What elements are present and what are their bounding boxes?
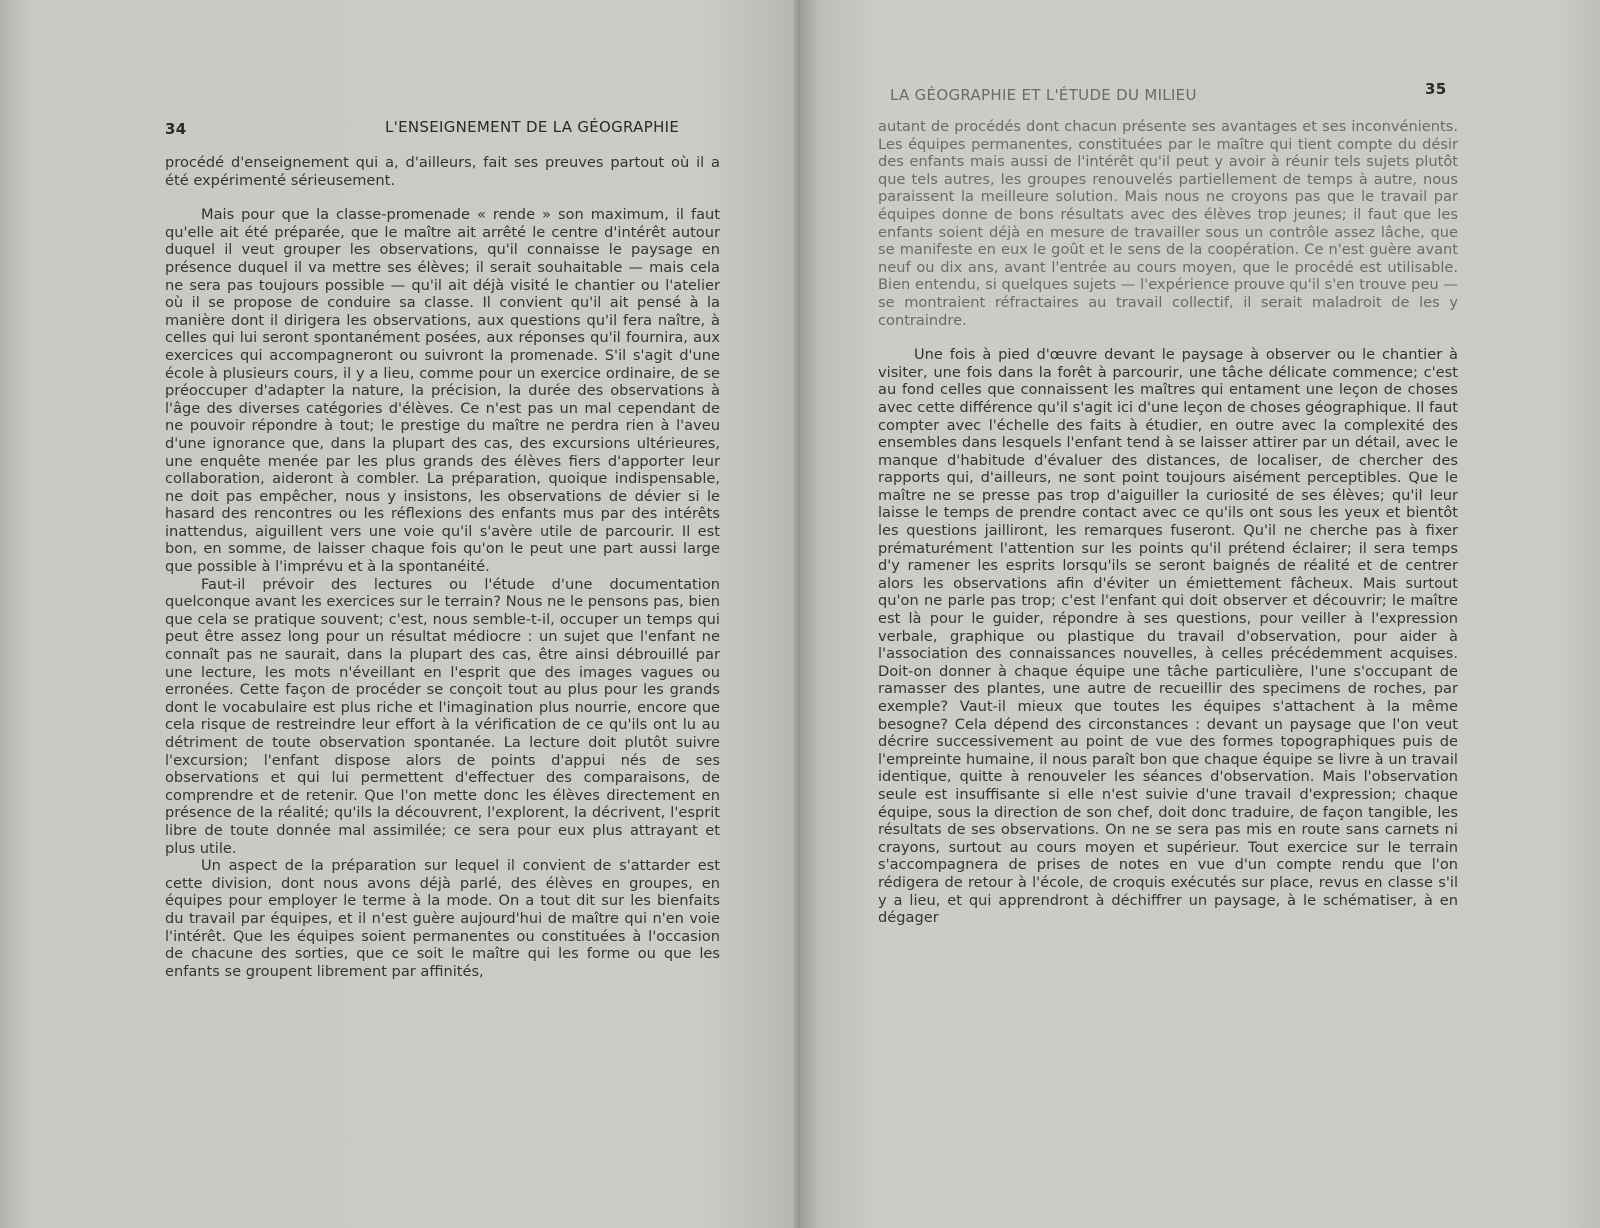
left-paragraph-2: Mais pour que la classe-promenade « rende » son maximum, il faut qu'elle ait été préparée, que le maître ait arrêté le centre d'intérêt autour duquel il veut grouper les observations, qu'il connaisse le paysage en présence duquel il va mettre ses élèves; il serait souhaitable — mais cela ne sera pas toujours possible — qu'il ait déjà visité le chantier ou l'atelier où il se propose de conduire sa classe. Il convient qu'il ait pensé à la manière dont il dirigera les observations, aux questions qu'il fera naître, à celles qui lui seront spontanément posées, aux réponses qu'il fournira, aux exercices qui accompagneront ou suivront la promenade. S'il s'agit d'une école à plusieurs cours, il y a lieu, comme pour un exercice ordinaire, de se préoccuper d'adapter la nature, la précision, la durée des observations à l'âge des diverses catégories d'élèves. Ce n'est pas un mal cependant de ne pouvoir répondre à tout; le prestige du maître ne perdra rien à l'aveu d'une ignorance que, dans la plupart des cas, des excursions ultérieures, une enquête menée par les plus grands des élèves fiers d'apporter leur collaboration, aideront à combler. La préparation, quoique indispensable, ne doit pas empêcher, nous y insistons, les observations de dévier si le hasard des rencontres ou les réflexions des enfants mus par des intérêts inattendus, aiguillent vers une voie qu'il s'avère utile de parcourir. Il est bon, en somme, de laisser chaque fois qu'on le peut une part aussi large que possible à l'imprévu et à la spontanéité. [165, 206, 720, 576]
left-page-number: 34 [165, 120, 187, 138]
right-paragraph-1: autant de procédés dont chacun présente ses avantages et ses inconvénients. Les équipes permanentes, constituées par le maître qui tient compte du désir des enfants mais aussi de l'intérêt qu'il peut y avoir à réunir tels sujets plutôt que tels autres, les groupes renouvelés partiellement de temps à autre, nous paraissent la meilleure solution. Mais nous ne croyons pas que le travail par équipes donne de bons résultats avec des élèves trop jeunes; il faut que les enfants soient déjà en mesure de travailler sous un contrôle assez lâche, que se manifeste en eux le goût et le sens de la coopération. Ce n'est guère avant neuf ou dix ans, avant l'entrée au cours moyen, que le procédé est utilisable. Bien entendu, si quelques sujets — l'expérience prouve qu'il s'en trouve peu — se montraient réfractaires au travail collectif, il serait maladroit de les y contraindre. [878, 118, 1458, 329]
right-page-number: 35 [1425, 80, 1447, 98]
left-paragraph-1: procédé d'enseignement qui a, d'ailleurs, fait ses preuves partout où il a été expérimenté sérieusement. [165, 154, 720, 189]
left-body-text [165, 154, 720, 980]
left-running-head: L'ENSEIGNEMENT DE LA GÉOGRAPHIE [385, 118, 680, 136]
left-paragraph-3: Faut-il prévoir des lectures ou l'étude d'une documentation quelconque avant les exercices sur le terrain? Nous ne le pensons pas, bien que cela se pratique souvent; c'est, nous semble-t-il, occuper un temps qui peut être assez long pour un résultat médiocre : un sujet que l'enfant ne connaît pas ne saurait, dans la plupart des cas, être ainsi débrouillé par une lecture, les mots n'éveillant en l'esprit que des images vagues ou erronées. Cette façon de procéder se conçoit tout au plus pour les grands dont le vocabulaire est plus riche et l'imagination plus nourrie, encore que cela risque de restreindre leur effort à la vérification de ce qu'ils ont lu au détriment de toute observation spontanée. La lecture doit plutôt suivre l'excursion; l'enfant dispose alors de points d'appui nés de ses observations et qui lui permettent d'effectuer des comparaisons, de comprendre et de retenir. Que l'on mette donc les élèves directement en présence de la réalité; qu'ils la découvrent, l'explorent, la décrivent, l'esprit libre de toute donnée mal assimilée; ce sera pour eux plus attrayant et plus utile. [165, 575, 720, 857]
right-body-text [878, 118, 1458, 927]
right-running-head: LA GÉOGRAPHIE ET L'ÉTUDE DU MILIEU [890, 86, 1197, 104]
left-paragraph-4: Un aspect de la préparation sur lequel il convient de s'attarder est cette division, dont nous avons déjà parlé, des élèves en groupes, en équipes pour employer le terme à la mode. On a tout dit sur les bienfaits du travail par équipes, et il n'est guère aujourd'hui de maître qui n'en voie l'intérêt. Que les équipes soient permanentes ou constituées à l'occasion de chacune des sorties, que ce soit le maître qui les forme ou que les enfants se groupent librement par affinités, [165, 857, 720, 980]
right-paragraph-2: Une fois à pied d'œuvre devant le paysage à observer ou le chantier à visiter, une fois dans la forêt à parcourir, une tâche délicate commence; c'est au fond celles que connaissent les maîtres qui entament une leçon de choses avec cette différence qu'il s'agit ici d'une leçon de choses géographique. Il faut compter avec l'échelle des faits à étudier, en outre avec la complexité des ensembles dans lesquels l'enfant tend à se laisser attirer par un détail, avec le manque d'habitude d'évaluer des distances, de localiser, de chercher des rapports qui, d'ailleurs, ne sont point toujours aisément perceptibles. Que le maître ne se presse pas trop d'aiguiller la curiosité de ses élèves; qu'il leur laisse le temps de prendre contact avec ce qu'ils ont sous les yeux et bientôt les questions jailliront, les remarques fuseront. Qu'il ne cherche pas à fixer prématurément l'attention sur les points qu'il prétend éclairer; il sera temps d'y ramener les esprits lorsqu'ils se seront baignés de réalité et de centrer alors les observations afin d'éviter un émiettement fâcheux. Mais surtout qu'on ne parle pas trop; c'est l'enfant qui doit observer et découvrir; le maître est là pour le guider, répondre à ses questions, pour veiller à l'expression verbale, graphique ou plastique du travail d'observation, pour aider à l'association des connaissances nouvelles, à celles précédemment acquises. Doit-on donner à chaque équipe une tâche particulière, l'une s'occupant de ramasser des plantes, une autre de recueillir des specimens de roches, par exemple? Vaut-il mieux que toutes les équipes s'attachent à la même besogne? Cela dépend des circonstances : devant un paysage que l'on veut décrire successivement au point de vue des formes topographiques puis de l'empreinte humaine, il nous paraît bon que chaque équipe se livre à un travail identique, quitte à renouveler les séances d'observation. Mais l'observation seule est insuffisante si elle n'est suivie d'une travail d'expression; chaque équipe, sous la direction de son chef, doit donc traduire, de façon tangible, les résultats de ses observations. On ne se sera pas mis en route sans carnets ni crayons, surtout au cours moyen et supérieur. Tout exercice sur le terrain s'accompagnera de prises de notes en vue d'un compte rendu que l'on rédigera de retour à l'école, de croquis exécutés sur place, revus en classe s'il y a lieu, et qui apprendront à déchiffrer un paysage, à le schématiser, à en dégager [878, 346, 1458, 927]
right-page [800, 0, 1600, 1228]
